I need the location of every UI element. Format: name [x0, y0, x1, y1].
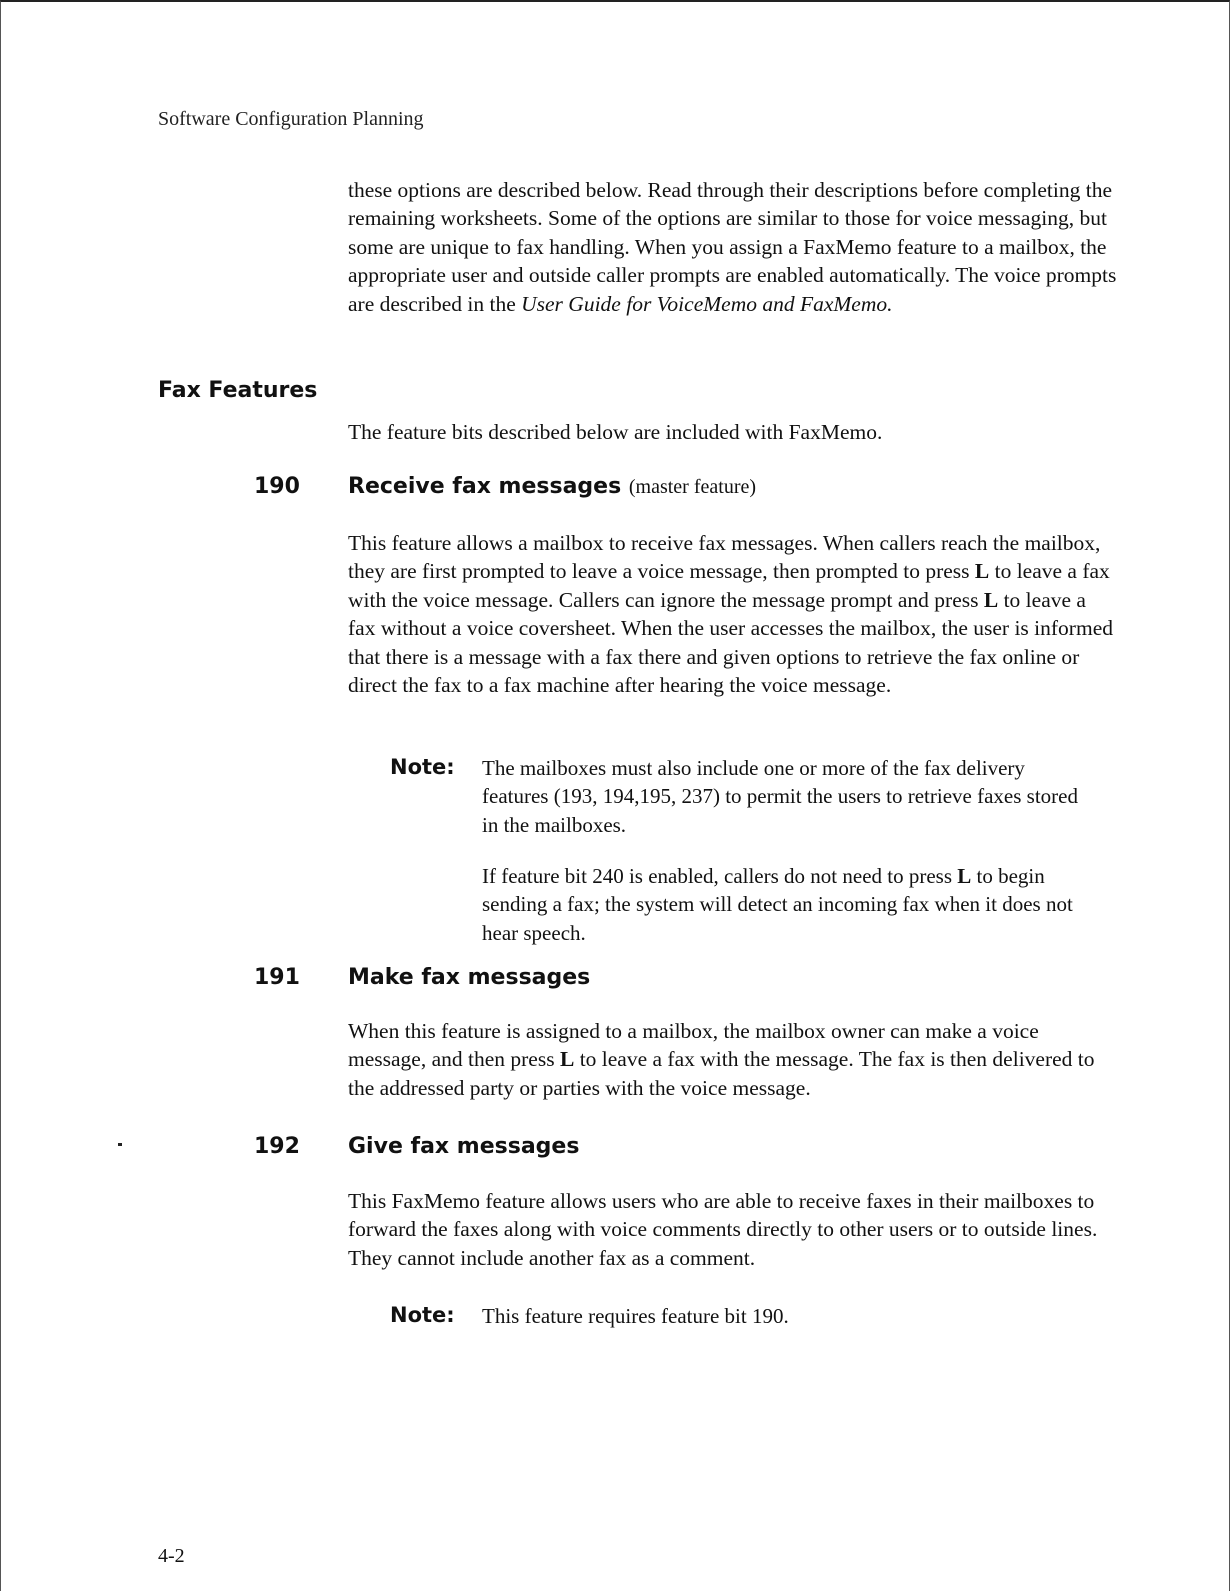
feature-description: [348, 1017, 1118, 1102]
feature-number: 192: [254, 1134, 300, 1159]
key-l: L: [559, 1047, 575, 1072]
note-text-continued: [482, 862, 1082, 947]
text-run: to leave a fax with the voice message. Callers can ignore the message prompt and press: [348, 559, 1110, 612]
text-run: If feature bit 240 is enabled, callers do not need to press: [482, 864, 958, 888]
note-text: The mailboxes must also include one or more of the fax delivery features (193, 194,195, 237) to permit the users to retrieve faxes stored in the mailboxes.: [482, 756, 1078, 837]
text-run: to begin sending a fax; the system will detect an incoming fax when it does not hear speech.: [482, 864, 1073, 945]
feature-description: This FaxMemo feature allows users who are able to receive faxes in their mailboxes to forward the faxes along with voice comments directly to other users or to outside lines. They cannot include another fax as a comment.: [348, 1189, 1098, 1270]
text-run: This feature allows a mailbox to receive fax messages. When callers reach the mailbox, they are first prompted to leave a voice message, then prompted to press: [348, 531, 1101, 584]
page-number: 4-2: [158, 1545, 185, 1567]
feature-number: 190: [254, 474, 300, 499]
key-l: L: [983, 587, 999, 612]
section-lead: The feature bits described below are included with FaxMemo.: [348, 420, 883, 444]
intro-text: these options are described below. Read through their descriptions before completing the remaining worksheets. Some of the options are similar to those for voice messaging, but some are unique to fax handling. When you assign a FaxMemo feature to a mailbox, the appropriate user and outside caller prompts are enabled automatically. The voice prompts are described in the: [348, 178, 1117, 316]
feature-title: Give fax messages: [348, 1134, 580, 1159]
feature-number: 191: [254, 965, 300, 990]
text-run: to leave a fax without a voice coversheet. When the user accesses the mailbox, the user is informed that there is a message with a fax there and given options to retrieve the fax online or direct the fax to a fax machine after hearing the voice message.: [348, 587, 1113, 698]
feature-title-suffix: (master feature): [628, 476, 757, 498]
note-label: Note:: [390, 1303, 455, 1327]
text-run: to leave a fax with the message. The fax is then delivered to the addressed party or parties with the voice message.: [348, 1047, 1095, 1100]
note-text: This feature requires feature bit 190.: [482, 1304, 789, 1328]
key-l: L: [974, 559, 990, 584]
note-label: Note:: [390, 755, 455, 779]
feature-title: [348, 474, 756, 499]
scan-speck: [118, 1143, 122, 1146]
feature-title-text: Receive fax messages: [348, 474, 622, 499]
key-l: L: [957, 864, 972, 888]
guide-title: User Guide for VoiceMemo and FaxMemo.: [521, 291, 893, 316]
feature-title: Make fax messages: [348, 965, 591, 990]
section-title: Fax Features: [158, 378, 318, 403]
running-head: Software Configuration Planning: [158, 108, 424, 130]
feature-description: [348, 529, 1118, 699]
intro-paragraph: [348, 176, 1118, 318]
text-run: When this feature is assigned to a mailbox, the mailbox owner can make a voice message, and then press: [348, 1019, 1039, 1072]
